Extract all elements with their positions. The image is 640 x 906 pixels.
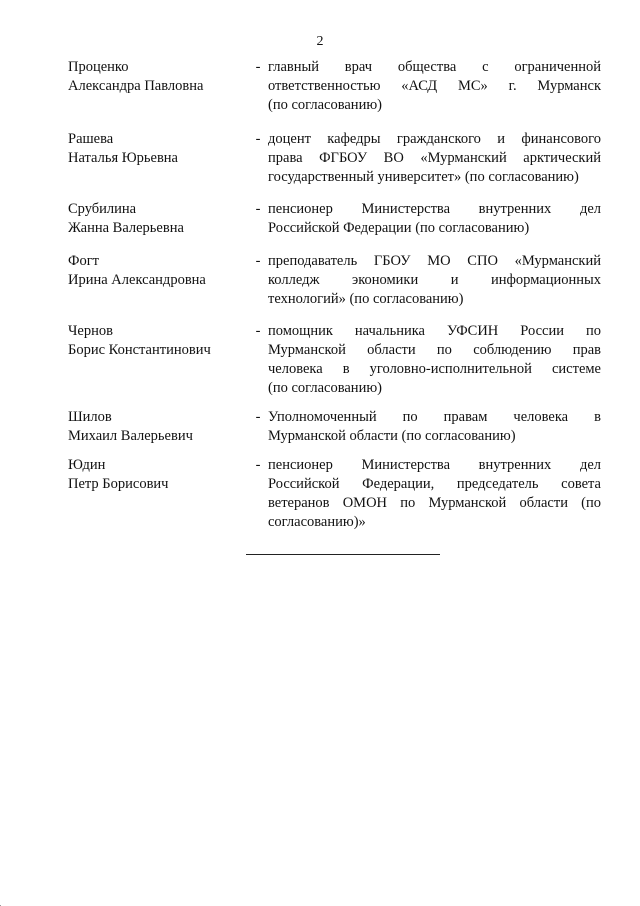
member-role-line: Российской Федерации (по согласованию) xyxy=(268,220,530,236)
member-role-line: ответственностью «АСД МС» г. Мурманск xyxy=(268,78,601,94)
member-role-line: преподаватель ГБОУ МО СПО «Мурманский xyxy=(268,253,601,269)
member-row xyxy=(68,456,601,532)
member-name-line: Фогт xyxy=(68,253,99,269)
member-role xyxy=(268,58,601,115)
member-role-line: главный врач общества с ограниченной xyxy=(268,59,601,75)
member-name-line: Чернов xyxy=(68,323,113,339)
member-role-line: ветеранов ОМОН по Мурманской области (по xyxy=(268,495,601,511)
member-name-line: Срубилина xyxy=(68,201,137,217)
end-rule xyxy=(246,554,440,555)
member-name-line: Жанна Валерьевна xyxy=(68,220,184,236)
member-name xyxy=(68,408,248,446)
member-name xyxy=(68,130,248,168)
member-row xyxy=(68,200,601,238)
member-role-line: Российской Федерации, председатель совета xyxy=(268,476,601,492)
member-role-line: пенсионер Министерства внутренних дел xyxy=(268,201,601,217)
member-role-line: (по согласованию) xyxy=(268,380,382,396)
member-role xyxy=(268,200,601,238)
member-row xyxy=(68,408,601,446)
member-name-line: Проценко xyxy=(68,59,129,75)
member-role-line: (по согласованию) xyxy=(268,97,382,113)
member-name xyxy=(68,252,248,290)
member-name-line: Ирина Александровна xyxy=(68,272,206,288)
page-number: 2 xyxy=(316,34,324,49)
member-role xyxy=(268,130,601,187)
member-name-line: Петр Борисович xyxy=(68,476,169,492)
member-role-line: помощник начальника УФСИН России по xyxy=(268,323,601,339)
member-role-line: пенсионер Министерства внутренних дел xyxy=(268,457,601,473)
member-role-line: человека в уголовно-исполнительной системе xyxy=(268,361,601,377)
member-role-line: Мурманской области по соблюдению прав xyxy=(268,342,601,358)
member-dash: - xyxy=(255,131,261,147)
member-row xyxy=(68,130,601,187)
member-dash: - xyxy=(255,201,261,217)
member-dash: - xyxy=(255,409,261,425)
member-name xyxy=(68,200,248,238)
member-name-line: Борис Константинович xyxy=(68,342,211,358)
member-role-line: права ФГБОУ ВО «Мурманский арктический xyxy=(268,150,601,166)
member-name xyxy=(68,322,248,360)
member-name-line: Рашева xyxy=(68,131,114,147)
member-name-line: Михаил Валерьевич xyxy=(68,428,193,444)
member-role-line: технологий» (по согласованию) xyxy=(268,291,464,307)
member-row xyxy=(68,58,601,115)
member-dash: - xyxy=(255,323,261,339)
member-role-line: Уполномоченный по правам человека в xyxy=(268,409,601,425)
member-role-line: колледж экономики и информационных xyxy=(268,272,601,288)
member-role-line: доцент кафедры гражданского и финансового xyxy=(268,131,601,147)
member-role xyxy=(268,322,601,398)
member-role-line: Мурманской области (по согласованию) xyxy=(268,428,516,444)
member-role xyxy=(268,252,601,309)
member-row xyxy=(68,322,601,398)
member-role-line: государственный университет» (по согласованию) xyxy=(268,169,579,185)
member-name-line: Александра Павловна xyxy=(68,78,204,94)
member-name-line: Наталья Юрьевна xyxy=(68,150,178,166)
member-name-line: Юдин xyxy=(68,457,106,473)
member-name-line: Шилов xyxy=(68,409,112,425)
member-dash: - xyxy=(255,59,261,75)
member-row xyxy=(68,252,601,309)
member-dash: - xyxy=(255,253,261,269)
member-name xyxy=(68,58,248,96)
member-role xyxy=(268,408,601,446)
member-role xyxy=(268,456,601,532)
member-name xyxy=(68,456,248,494)
member-dash: - xyxy=(255,457,261,473)
member-role-line: согласованию)» xyxy=(268,514,366,530)
